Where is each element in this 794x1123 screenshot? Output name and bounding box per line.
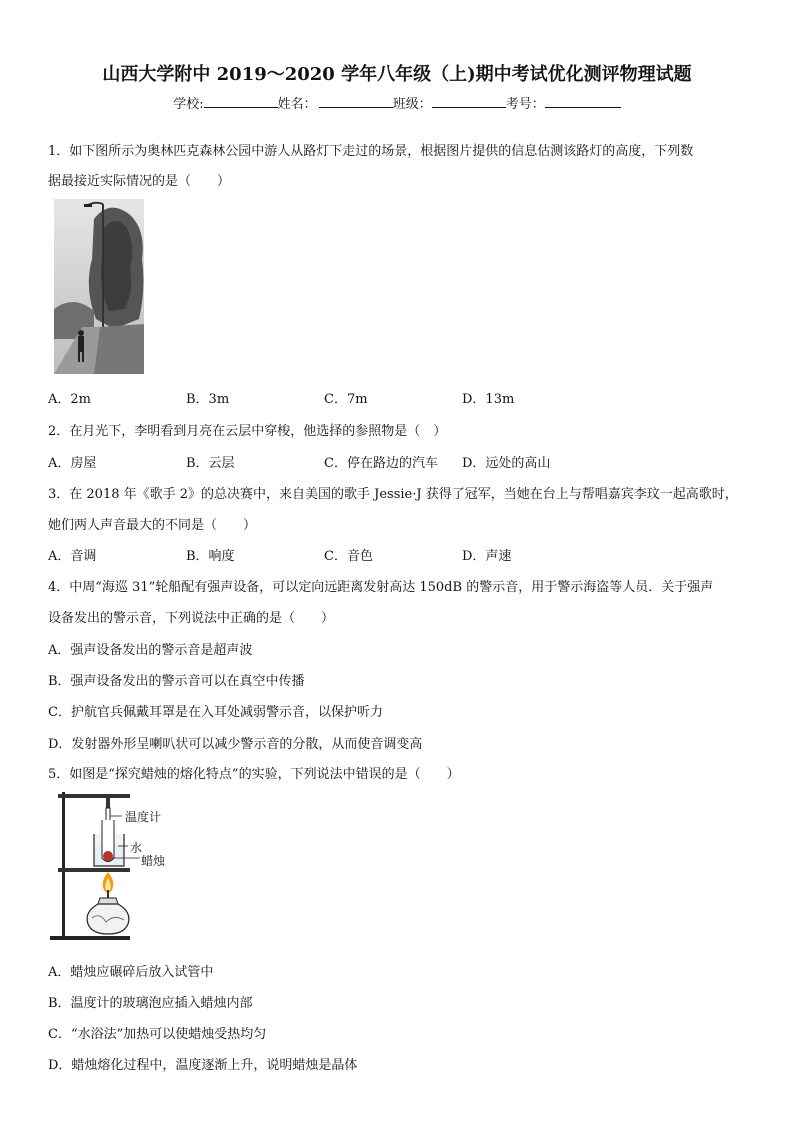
name-label: 姓名： [277, 97, 317, 112]
q4-option-d[interactable]: D．发射器外形呈喇叭状可以减少警示音的分散，从而使音调变高 [48, 737, 423, 752]
park-streetlight-photo [54, 199, 144, 374]
q5-stem: 5．如图是“探究蜡烛的熔化特点”的实验，下列说法中错误的是（ ） [48, 767, 460, 782]
q1-stem-line-2: 据最接近实际情况的是（ ） [48, 174, 231, 189]
q3-option-b[interactable]: B．响度 [186, 549, 235, 564]
number-blank [545, 95, 621, 108]
class-label: 班级： [392, 97, 432, 112]
class-blank [432, 95, 506, 108]
school-label: 学校: [173, 97, 204, 112]
q3-option-a[interactable]: A．音调 [48, 549, 97, 564]
name-blank [319, 95, 393, 108]
q1-option-c[interactable]: C．7m [324, 392, 368, 407]
q1-option-b[interactable]: B．3m [186, 392, 230, 407]
q1-option-a[interactable]: A．2m [48, 392, 91, 407]
student-info-line [0, 93, 794, 112]
q2-option-a[interactable]: A．房屋 [48, 456, 97, 471]
q1-option-d[interactable]: D．13m [462, 392, 515, 407]
q3-option-c[interactable]: C．音色 [324, 549, 373, 564]
water-label: 水 [130, 841, 143, 855]
q4-stem-line-2: 设备发出的警示音，下列说法中正确的是（ ） [48, 611, 335, 626]
q2-stem: 2．在月光下，李明看到月亮在云层中穿梭，他选择的参照物是（ ） [48, 424, 447, 439]
q2-option-c[interactable]: C．停在路边的汽车 [324, 456, 438, 471]
q2-option-b[interactable]: B．云层 [186, 456, 235, 471]
thermometer-label: 温度计 [125, 810, 162, 824]
q2-option-d[interactable]: D．远处的高山 [462, 456, 551, 471]
q4-option-a[interactable]: A．强声设备发出的警示音是超声波 [48, 643, 253, 658]
q3-option-d[interactable]: D．声速 [462, 549, 512, 564]
number-label: 考号： [505, 97, 545, 112]
q5-option-b[interactable]: B．温度计的玻璃泡应插入蜡烛内部 [48, 996, 253, 1011]
school-blank [204, 95, 278, 108]
page-title: 山西大学附中 2019～2020 学年八年级（上)期中考试优化测评物理试题 [102, 64, 692, 85]
q4-option-b[interactable]: B．强声设备发出的警示音可以在真空中传播 [48, 674, 305, 689]
q4-option-c[interactable]: C．护航官兵佩戴耳罩是在入耳处减弱警示音，以保护听力 [48, 705, 383, 720]
q4-stem-line-1: 4．中周“海巡 31”轮船配有强声设备，可以定向远距离发射高达 150dB 的警示音，用于警示海盗等人员．关于强声 [48, 580, 714, 595]
q3-stem-line-1: 3．在 2018 年《歌手 2》的总决赛中，来自美国的歌手 Jessie·J 获得了冠军，当她在台上与帮唱嘉宾李玟一起高歌时， [48, 487, 738, 502]
q5-option-a[interactable]: A．蜡烛应碾碎后放入试管中 [48, 965, 214, 980]
q1-stem-line-1: 1．如下图所示为奥林匹克森林公园中游人从路灯下走过的场景，根据图片提供的信息估测该路灯的高度，下列数 [48, 144, 694, 159]
candle-label: 蜡烛 [141, 854, 166, 868]
candle-melting-apparatus-figure [48, 790, 178, 945]
q5-option-c[interactable]: C．“水浴法”加热可以使蜡烛受热均匀 [48, 1027, 267, 1042]
q3-stem-line-2: 她们两人声音最大的不同是（ ） [48, 518, 257, 533]
q5-option-d[interactable]: D．蜡烛熔化过程中，温度逐渐上升，说明蜡烛是晶体 [48, 1058, 358, 1073]
